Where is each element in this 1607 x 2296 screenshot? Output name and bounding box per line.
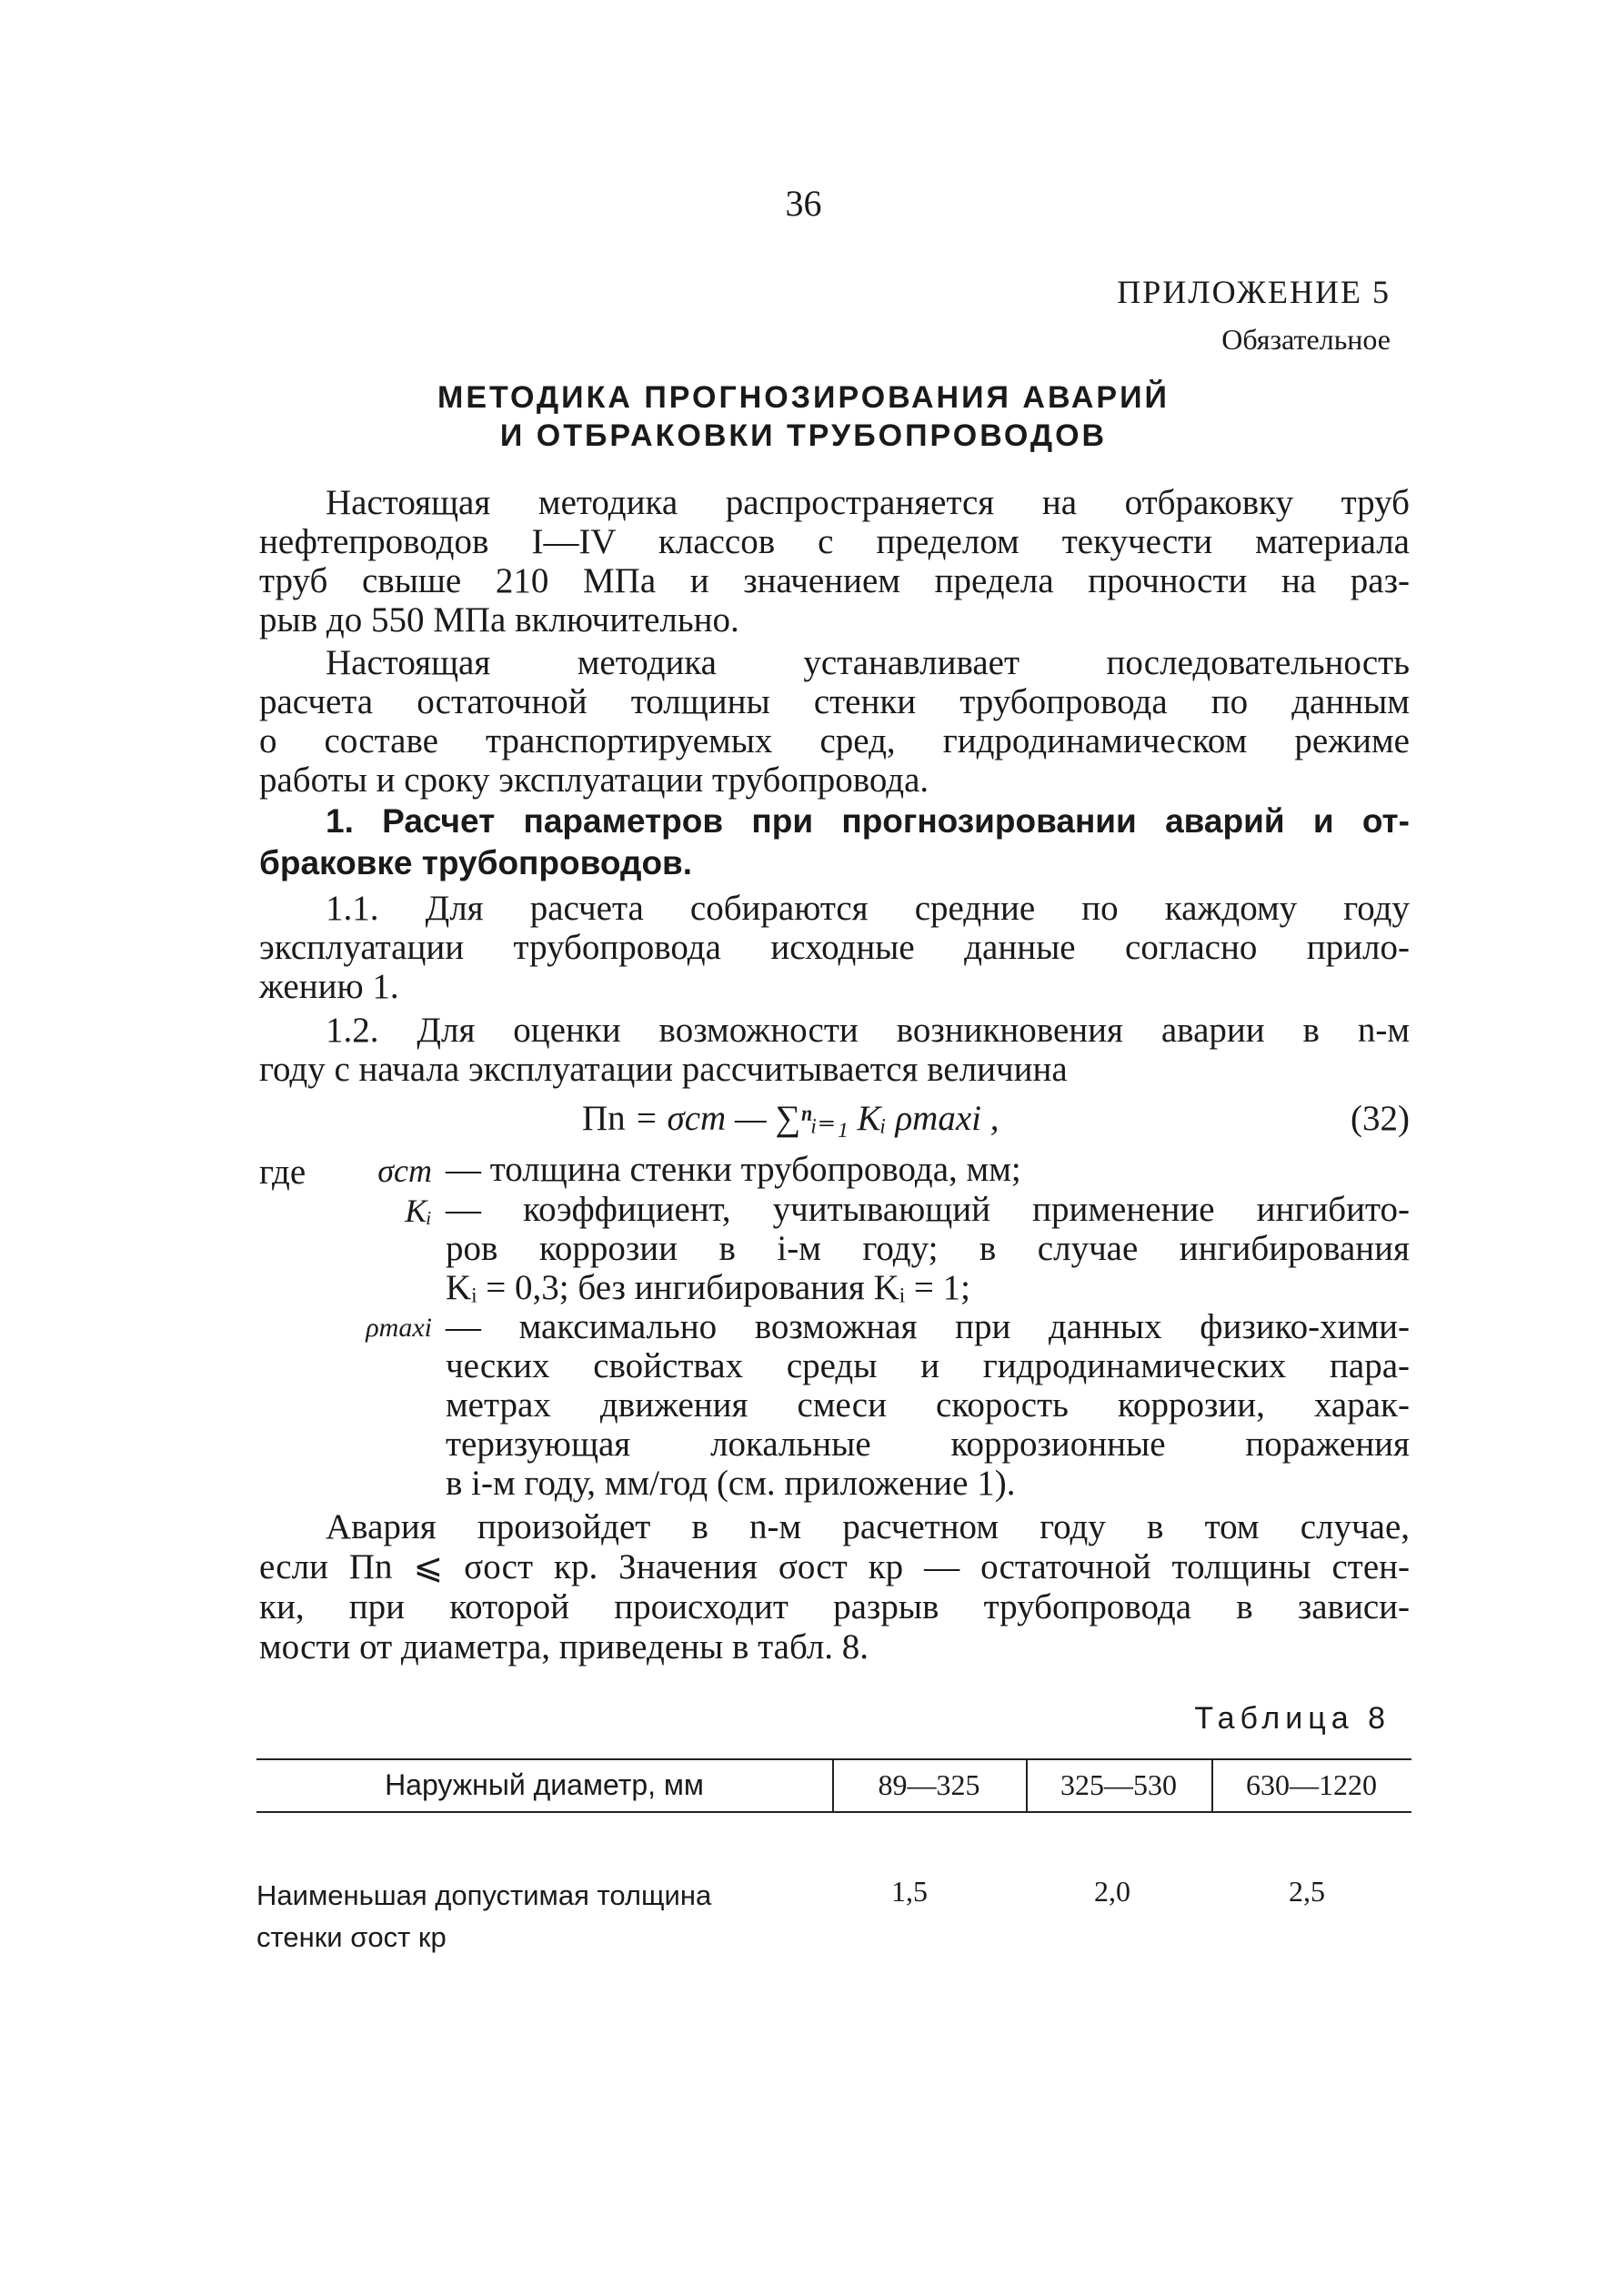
item-1-2-line: году с начала эксплуатации рассчитывается величина <box>259 1050 1068 1089</box>
table-header-cell: Наружный диаметр, мм <box>385 1768 704 1801</box>
formula-lhs: Пn <box>582 1099 626 1138</box>
equation-number: (32) <box>1351 1099 1410 1138</box>
formula-rhs: = σст — ∑ⁿᵢ₌₁ Kᵢ ρmaxi , <box>634 1099 999 1138</box>
section-heading: браковке трубопроводов. <box>259 844 693 881</box>
item-1-1-line: эксплуатации трубопровода исходные данные согласно прило- <box>259 928 1410 967</box>
item-1-2-line: 1.2. Для оценки возможности возникновения аварии в n-м <box>326 1011 1410 1050</box>
conclusion-line: если Пn ⩽ σост кр. Значения σост кр — остаточной толщины стен- <box>259 1547 1410 1586</box>
item-1-1-line: жению 1. <box>259 967 399 1006</box>
definition-symbol: ρmaxi <box>366 1313 432 1343</box>
table-header-cell: 325—530 <box>1060 1768 1177 1801</box>
definition-line: в i-м году, мм/год (см. приложение 1). <box>446 1464 1016 1503</box>
definition-line: теризующая локальные коррозионные поражения <box>446 1425 1410 1464</box>
conclusion-line: мости от диаметра, приведены в табл. 8. <box>259 1627 869 1667</box>
definition-line: — толщина стенки трубопровода, мм; <box>446 1150 1021 1189</box>
appendix-label: ПРИЛОЖЕНИЕ 5 <box>1117 274 1391 310</box>
paragraph-2-line: работы и сроку эксплуатации трубопровода. <box>259 760 929 800</box>
table-cell: 1,5 <box>891 1875 928 1908</box>
item-1-1-line: 1.1. Для расчета собираются средние по каждому году <box>326 889 1410 928</box>
definition-line: Kᵢ = 0,3; без ингибирования Kᵢ = 1; <box>446 1268 970 1307</box>
where-label: где <box>259 1153 306 1192</box>
paragraph-1-line: рыв до 550 МПа включительно. <box>259 600 739 639</box>
table-row-label: Наименьшая допустимая толщина стенки σост кр <box>256 1879 712 1953</box>
table-header-cell: 630—1220 <box>1246 1768 1377 1801</box>
table-rule <box>256 1758 1411 1760</box>
section-heading: 1. Расчет параметров при прогнозировании аварий и от- <box>326 802 1410 840</box>
definition-line: — коэффициент, учитывающий применение ингибито- <box>446 1190 1410 1229</box>
document-title-line-1: МЕТОДИКА ПРОГНОЗИРОВАНИЯ АВАРИЙ <box>437 380 1170 415</box>
paragraph-1-line: Настоящая методика распространяется на отбраковку труб <box>326 483 1410 522</box>
definition-line: — максимально возможная при данных физико-хими- <box>446 1307 1410 1346</box>
definition-line: ров коррозии в i-м году; в случае ингибирования <box>446 1229 1410 1268</box>
definition-line: метрах движения смеси скорость коррозии, харак- <box>446 1385 1410 1425</box>
paragraph-2-line: о составе транспортируемых сред, гидродинамическом режиме <box>259 721 1410 760</box>
formula <box>582 1098 999 1139</box>
paragraph-1-line: нефтепроводов I—IV классов с пределом текучести материала <box>259 522 1410 561</box>
table-caption: Таблица 8 <box>1194 1701 1391 1736</box>
definition-line: ческих свойствах среды и гидродинамических пара- <box>446 1346 1410 1385</box>
conclusion-line: Авария произойдет в n-м расчетном году в том случае, <box>326 1507 1410 1546</box>
paragraph-2-line: расчета остаточной толщины стенки трубопровода по данным <box>259 682 1410 721</box>
paragraph-2-line: Настоящая методика устанавливает последовательность <box>326 643 1410 682</box>
document-title-line-2: И ОТБРАКОВКИ ТРУБОПРОВОДОВ <box>499 418 1108 453</box>
appendix-status: Обязательное <box>1221 323 1391 356</box>
page-number: 36 <box>785 183 822 224</box>
conclusion-line: ки, при которой происходит разрыв трубопровода в зависи- <box>259 1587 1410 1626</box>
table-rule <box>256 1811 1411 1813</box>
definition-symbol: Kᵢ <box>405 1193 432 1229</box>
definition-symbol: σст <box>377 1153 432 1189</box>
paragraph-1-line: труб свыше 210 МПа и значением предела прочности на раз- <box>259 561 1410 600</box>
table-header-cell: 89—325 <box>878 1768 980 1801</box>
table-cell: 2,5 <box>1289 1875 1325 1908</box>
table-cell: 2,0 <box>1094 1875 1130 1908</box>
